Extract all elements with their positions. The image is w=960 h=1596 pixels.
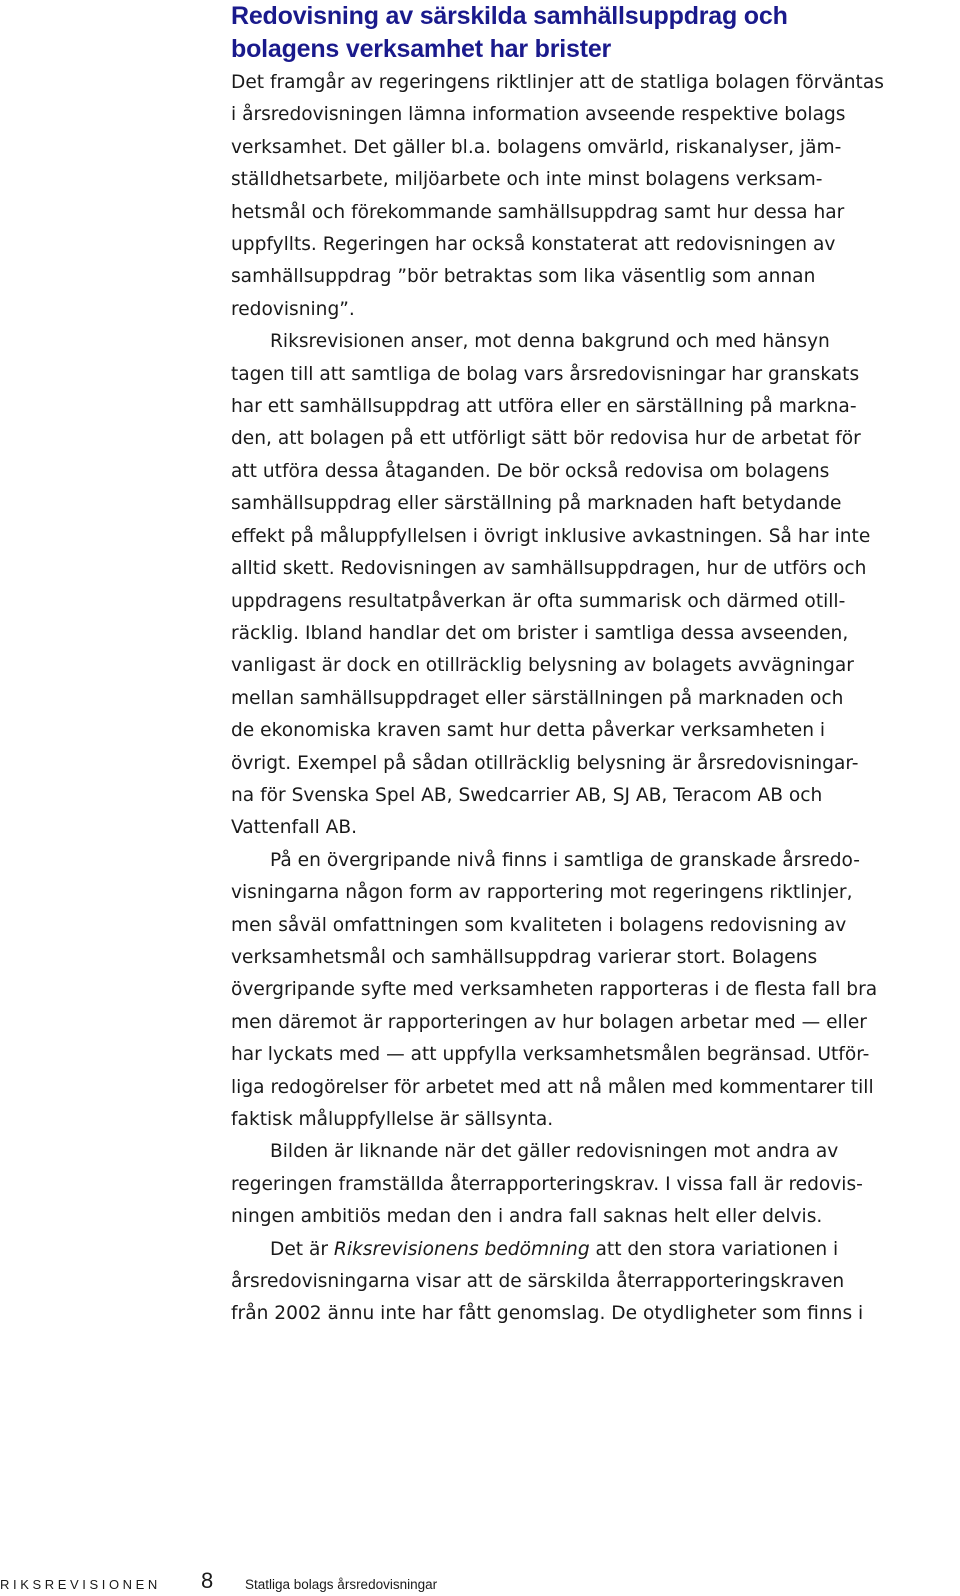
text-line: alltid skett. Redovisningen av samhällsuppdragen, hur de utförs och <box>231 558 867 580</box>
text-line: i årsredovisningen lämna information avseende respektive bolags <box>231 104 846 126</box>
heading-line: Redovisning av särskilda samhällsuppdrag och <box>231 2 788 30</box>
text-line: na för Svenska Spel AB, Swedcarrier AB, SJ AB, Teracom AB och <box>231 784 823 806</box>
text-line: vanligast är dock en otillräcklig belysning av bolagets avvägningar <box>231 655 854 677</box>
text-line: redovisning”. <box>231 298 355 320</box>
text-line: övrigt. Exempel på sådan otillräcklig belysning är årsredovisningar- <box>231 752 859 774</box>
text-line: men såväl omfattningen som kvaliteten i bolagens redovisning av <box>231 914 847 936</box>
text-line: faktisk måluppfyllelse är sällsynta. <box>231 1109 554 1130</box>
text-line: från 2002 ännu inte har fått genomslag. De otydligheter som finns i <box>231 1303 864 1325</box>
footer-brand: RIKSREVISIONEN <box>0 1577 161 1592</box>
text-line: har lyckats med — att uppfylla verksamhetsmålen begränsad. Utför- <box>231 1044 870 1066</box>
text-fragment: Det är <box>270 1238 334 1260</box>
text-line: verksamhetsmål och samhällsuppdrag varierar stort. Bolagens <box>231 946 818 968</box>
page-number: 8 <box>201 1568 214 1593</box>
section-heading <box>231 0 951 66</box>
text-line: ningen ambitiös medan den i andra fall saknas helt eller delvis. <box>231 1206 823 1228</box>
text-line: räcklig. Ibland handlar det om brister i samtliga dessa avseenden, <box>231 622 849 644</box>
text-line: den, att bolagen på ett utförligt sätt bör redovisa hur de arbetat för <box>231 428 861 450</box>
text-line: har ett samhällsuppdrag att utföra eller en särställning på markna- <box>231 396 857 418</box>
text-line: Vattenfall AB. <box>231 817 358 839</box>
text-line: Bilden är liknande när det gäller redovisningen mot andra av <box>270 1141 839 1163</box>
text-line: hetsmål och förekommande samhällsuppdrag samt hur dessa har <box>231 201 845 223</box>
text-line: På en övergripande nivå finns i samtliga de granskade årsredo- <box>270 849 860 871</box>
body-text <box>231 67 951 1331</box>
text-line: samhällsuppdrag eller särställning på marknaden haft betydande <box>231 493 842 515</box>
text-line: verksamhet. Det gäller bl.a. bolagens omvärld, riskanalyser, jäm- <box>231 136 842 158</box>
text-line: tagen till att samtliga de bolag vars årsredovisningar har granskats <box>231 363 860 385</box>
text-line: årsredovisningarna visar att de särskilda återrapporteringskraven <box>231 1271 845 1293</box>
heading-line: bolagens verksamhet har brister <box>231 35 612 63</box>
text-line: liga redogörelser för arbetet med att nå målen med kommentarer till <box>231 1076 874 1098</box>
text-line: övergripande syfte med verksamheten rapporteras i de flesta fall bra <box>231 979 878 1001</box>
text-line: Det framgår av regeringens riktlinjer att de statliga bolagen förväntas <box>231 72 884 93</box>
text-line: uppdragens resultatpåverkan är ofta summarisk och därmed otill- <box>231 590 846 612</box>
text-line-emphasis <box>231 1234 951 1266</box>
text-line: Riksrevisionen anser, mot denna bakgrund och med hänsyn <box>270 331 830 353</box>
text-line: de ekonomiska kraven samt hur detta påverkar verksamheten i <box>231 720 826 742</box>
text-line: mellan samhällsuppdraget eller särställningen på marknaden och <box>231 687 844 709</box>
text-line: ställdhetsarbete, miljöarbete och inte minst bolagens verksam- <box>231 169 823 191</box>
text-fragment: att den stora variationen i <box>589 1238 839 1260</box>
footer-document-title: Statliga bolags årsredovisningar <box>245 1577 438 1592</box>
text-line: visningarna någon form av rapportering mot regeringens riktlinjer, <box>231 882 853 904</box>
text-line: samhällsuppdrag ”bör betraktas som lika väsentlig som annan <box>231 266 816 288</box>
text-line: effekt på måluppfyllelsen i övrigt inklusive avkastningen. Så har inte <box>231 525 871 547</box>
text-line: men däremot är rapporteringen av hur bolagen arbetar med — eller <box>231 1011 867 1033</box>
text-line: regeringen framställda återrapporteringskrav. I vissa fall är redovis- <box>231 1173 863 1195</box>
emphasized-phrase: Riksrevisionens bedömning <box>333 1238 590 1260</box>
page-footer <box>0 1568 960 1596</box>
text-line: att utföra dessa åtaganden. De bör också redovisa om bolagens <box>231 460 830 482</box>
text-line: uppfyllts. Regeringen har också konstaterat att redovisningen av <box>231 234 836 256</box>
